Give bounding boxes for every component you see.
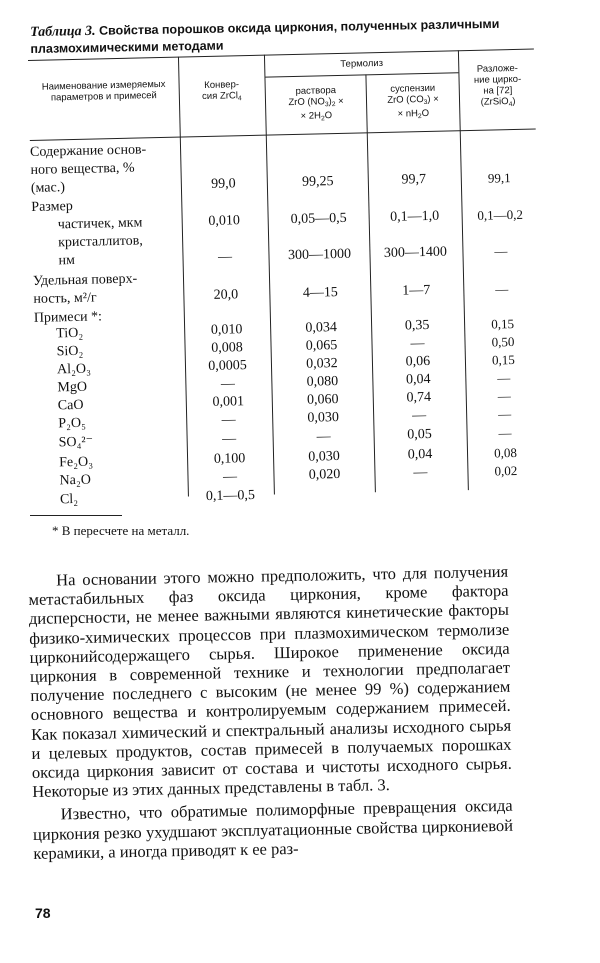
thermolysis-rule (265, 72, 458, 77)
table-cell: 300—1000 (287, 246, 352, 264)
row-label: Содержание основ- (29, 142, 147, 160)
table-cell: 0,030 (307, 410, 340, 426)
row-label: нм (58, 252, 76, 269)
table-cell: — (222, 469, 238, 485)
table-cell (270, 265, 370, 267)
row-label: ность, м²/г (33, 290, 97, 307)
footnote: * В пересчете на металл. (52, 523, 190, 538)
table-cell: 99,0 (210, 176, 236, 192)
table-cell: 0,1—0,5 (205, 487, 256, 505)
table-cell: 99,7 (401, 172, 427, 188)
properties-table (28, 49, 544, 508)
row-label: Примеси *: (33, 309, 103, 326)
table-cell: 0,1—0,2 (477, 206, 524, 223)
row-label: MgO (57, 379, 88, 396)
table-cell (183, 268, 268, 270)
table-cell: 0,020 (308, 467, 341, 483)
table-cell (464, 261, 539, 263)
table-cell: 0,15 (491, 352, 515, 368)
paragraph: На основании этого можно предположить, что для получения метастабильных фаз оксида циркония, кроме фактора дисперсности, не менее важными являются кинетические факторы физико-химических процессов при плазмохимическом термолизе цирконийсодержащего сырья. Широкое применение оксида циркония в современной технике и технологии предполагает получение последнего с высоким (не менее 99 %) содержанием основного вещества и контролируемым содержанием примесей. Как показал химический и спектральный анализы исходного сырья и целевых продуктов, состав примесей в получаемых порошках оксида циркония зависит от состава и чистоты исходного сырья. Некоторые из этих данных представлены в табл. 3. (28, 561, 512, 802)
table-cell: 0,08 (493, 445, 518, 461)
table-cell: 0,008 (211, 340, 244, 356)
table-cell: — (494, 243, 508, 259)
row-label: Al₂O₃ (56, 361, 92, 378)
row-label: SO₄²⁻ (58, 434, 94, 451)
table-cell: 0,05 (407, 426, 433, 443)
paragraph: Известно, что обратимые полиморфные превращения оксида циркония резко ухудшают эксплуатационные свойства циркониевой керамики, а иногда приводят к ее раз- (32, 796, 514, 863)
row-label: Fe₂O₃ (58, 454, 94, 471)
table-cell: 0,080 (306, 374, 339, 390)
table-cell: 99,25 (301, 174, 334, 190)
table-cell: 0,06 (405, 353, 431, 370)
header-solution: раствора ZrO $(NO_3)_2$ × × $2H_2O$ (288, 85, 344, 123)
table-cell: 99,1 (487, 170, 511, 186)
row-label: частичек, мкм (57, 215, 143, 233)
table-cell: — (495, 281, 509, 297)
table-cell: — (497, 388, 511, 404)
header-suspension: суспензии ZrO $(CO_3)$ × × $nH_2O$ (387, 82, 439, 121)
table-cell: 0,060 (306, 392, 339, 408)
table-cell: — (497, 406, 512, 422)
table-cell: 20,0 (213, 287, 239, 303)
table-cell: 4—15 (302, 285, 339, 301)
table-cell: — (217, 249, 233, 265)
table-cell: 0,02 (494, 463, 518, 479)
row-label: TiO₂ (56, 325, 84, 342)
header-thermolysis: Термолиз (340, 57, 384, 70)
table-cell: 0,0005 (208, 358, 247, 374)
page-number: 78 (35, 905, 51, 921)
table-cell: — (221, 431, 237, 447)
table-cell: — (410, 336, 425, 352)
table-cell: — (497, 370, 511, 386)
row-label: Удельная поверх- (32, 271, 138, 289)
row-label: Cl₂ (59, 491, 79, 508)
table-cell: 0,010 (208, 213, 241, 229)
row-label: SiO₂ (56, 343, 84, 360)
table-cell: 0,032 (306, 356, 338, 372)
table-cell (267, 136, 367, 138)
table-cell: 0,04 (405, 371, 431, 388)
row-label: ного вещества, % (30, 160, 135, 178)
table-cell: 0,1—1,0 (389, 208, 440, 225)
table-cell: 0,05—0,5 (290, 210, 347, 228)
table-cell: 0,030 (308, 449, 340, 465)
table-cell: 1—7 (402, 282, 431, 299)
table-cell (370, 263, 462, 265)
row-label: (мас.) (30, 180, 66, 196)
row-label: кристаллитов, (57, 233, 143, 251)
table-cell: 0,100 (213, 451, 246, 467)
table-cell: — (316, 429, 331, 445)
table-label: Таблица 3. (30, 23, 96, 40)
table-cell (180, 139, 265, 141)
table-cell: — (498, 425, 512, 441)
row-label: CaO (57, 397, 84, 414)
table-cell (461, 132, 536, 134)
table-cell: — (412, 408, 427, 424)
table-cell: 0,001 (212, 394, 245, 410)
header-decomposition: Разложе- ние цирко- на [72] (ZrSiO$_4$) (473, 62, 522, 109)
table-cell: — (220, 376, 236, 392)
table-cell: 0,010 (210, 322, 243, 338)
table-cell: 0,034 (305, 320, 338, 336)
table-cell: 0,74 (406, 389, 432, 406)
table-title: Свойства порошков оксида циркония, полученных различными плазмохимическими методами (30, 16, 500, 56)
table-cell: 0,065 (305, 338, 338, 354)
table-cell: — (221, 412, 236, 428)
row-label: Размер (31, 199, 73, 215)
table-cell (367, 134, 459, 136)
table-cell: — (413, 465, 428, 481)
row-label: P₂O₅ (58, 415, 87, 432)
header-params: Наименование измеряемых параметров и примесей (41, 78, 166, 104)
header-conversion: Конвер- сия ZrCl$_4$ (201, 79, 242, 103)
body-text (28, 562, 514, 863)
table-cell: 0,15 (491, 316, 515, 332)
row-label: Na₂O (59, 472, 92, 489)
table-cell: 0,50 (491, 334, 515, 350)
footnote-rule (30, 515, 122, 516)
table-cell: 0,04 (407, 446, 433, 463)
table-cell: 300—1400 (383, 244, 448, 261)
table-cell: 0,35 (404, 317, 430, 334)
